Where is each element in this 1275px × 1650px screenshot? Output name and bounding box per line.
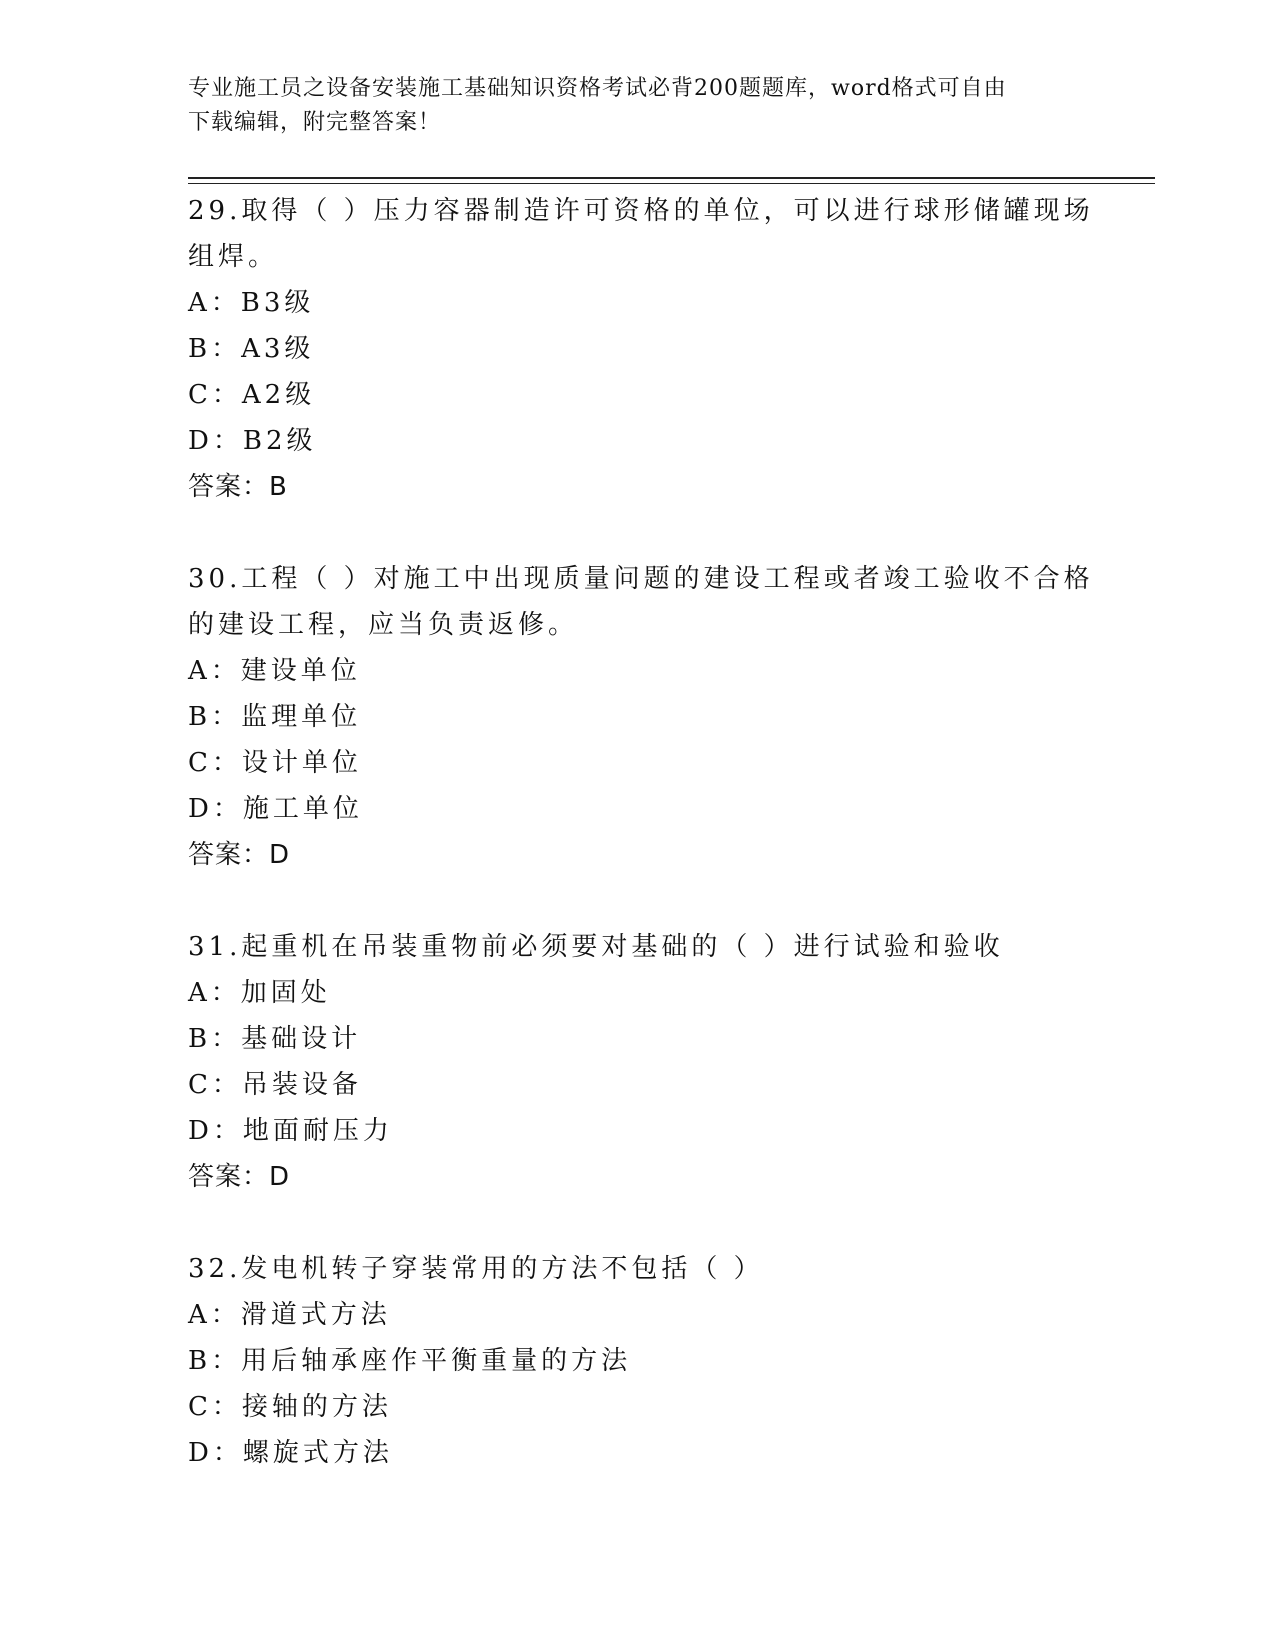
question-stem: 32.发电机转子穿装常用的方法不包括（ ）	[188, 1254, 764, 1284]
header-divider-thick	[188, 177, 1155, 179]
question-stem: 29.取得（ ）压力容器制造许可资格的单位，可以进行球形储罐现场	[188, 196, 1094, 226]
option-a: A：加固处	[188, 978, 331, 1008]
question-stem: 30.工程（ ）对施工中出现质量问题的建设工程或者竣工验收不合格	[188, 564, 1094, 594]
option-c: C：吊装设备	[188, 1070, 362, 1100]
question-stem-continuation: 组焊。	[188, 242, 279, 272]
question-stem: 31.起重机在吊装重物前必须要对基础的（ ）进行试验和验收	[188, 932, 1004, 962]
header-divider-thin	[188, 183, 1155, 184]
option-a: A：滑道式方法	[188, 1300, 391, 1330]
document-header	[188, 72, 1088, 140]
option-d: D：螺旋式方法	[188, 1438, 393, 1468]
option-b: B：监理单位	[188, 702, 362, 732]
question-list	[188, 188, 1094, 1522]
option-c: C：A2级	[188, 380, 316, 410]
option-b: B：A3级	[188, 334, 315, 364]
option-a: A：B3级	[188, 288, 315, 318]
answer-line: 答案：D	[188, 840, 291, 870]
option-b: B：用后轴承座作平衡重量的方法	[188, 1346, 632, 1376]
option-d: D：地面耐压力	[188, 1116, 393, 1146]
option-c: C：设计单位	[188, 748, 362, 778]
option-c: C：接轴的方法	[188, 1392, 392, 1422]
question-stem-continuation: 的建设工程，应当负责返修。	[188, 610, 579, 640]
option-d: D：B2级	[188, 426, 317, 456]
option-a: A：建设单位	[188, 656, 361, 686]
option-d: D：施工单位	[188, 794, 363, 824]
option-b: B：基础设计	[188, 1024, 362, 1054]
question-30	[188, 556, 1094, 878]
question-32	[188, 1246, 1068, 1476]
answer-line: 答案：B	[188, 472, 288, 502]
header-line-1: 专业施工员之设备安装施工基础知识资格考试必背200题题库，word格式可自由	[188, 76, 1007, 101]
question-29	[188, 188, 1094, 510]
question-31	[188, 924, 1068, 1200]
header-line-2: 下载编辑，附完整答案！	[188, 110, 442, 135]
answer-line: 答案：D	[188, 1162, 291, 1192]
